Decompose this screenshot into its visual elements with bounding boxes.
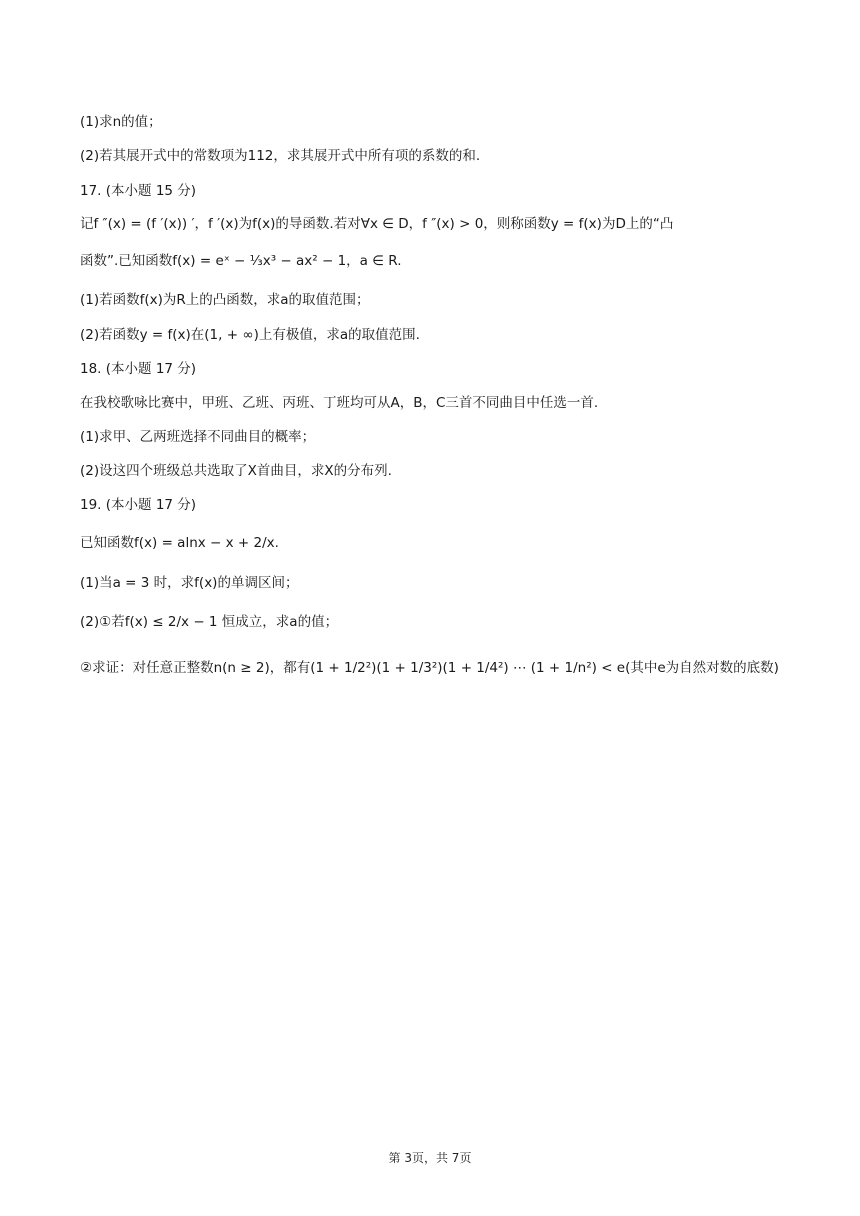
- page-number-footer: 第 3页，共 7页: [388, 1151, 472, 1165]
- q17-part1: (1)若函数f(x)为R上的凸函数，求a的取值范围；: [80, 292, 370, 308]
- q18-part2: (2)设这四个班级总共选取了X首曲目，求X的分布列.: [80, 463, 392, 479]
- q17-part2: (2)若函数y = f(x)在(1, + ∞)上有极值，求a的取值范围.: [80, 327, 420, 343]
- q17-heading: 17. (本小题 15 分): [80, 183, 197, 199]
- q16-part2: (2)若其展开式中的常数项为112，求其展开式中所有项的系数的和.: [80, 148, 481, 164]
- q18-part1: (1)求甲、乙两班选择不同曲目的概率；: [80, 429, 316, 445]
- q19-part1: (1)当a = 3 时，求f(x)的单调区间；: [80, 575, 299, 591]
- q19-part2-2: ②求证：对任意正整数n(n ≥ 2)，都有(1 + 1/2²)(1 + 1/3²)(1 + 1/4²) ⋯ (1 + 1/n²) < e(其中e为自然对数的底数): [80, 660, 779, 676]
- q19-heading: 19. (本小题 17 分): [80, 497, 197, 513]
- q17-definition: 记f ″(x) = (f ′(x)) ′，f ′(x)为f(x)的导函数.若对∀x ∈ D，f ″(x) > 0，则称函数y = f(x)为D上的“凸: [80, 216, 674, 232]
- q18-stem: 在我校歌咏比赛中，甲班、乙班、丙班、丁班均可从A，B，C三首不同曲目中任选一首.: [80, 395, 599, 411]
- q19-part2-1: (2)①若f(x) ≤ 2/x − 1 恒成立，求a的值；: [80, 614, 339, 630]
- q19-function: 已知函数f(x) = alnx − x + 2/x.: [80, 535, 279, 551]
- q18-heading: 18. (本小题 17 分): [80, 361, 197, 377]
- q16-part1: (1)求n的值；: [80, 114, 162, 130]
- q17-function: 函数”.已知函数f(x) = eˣ − ⅓x³ − ax² − 1，a ∈ R.: [80, 253, 402, 269]
